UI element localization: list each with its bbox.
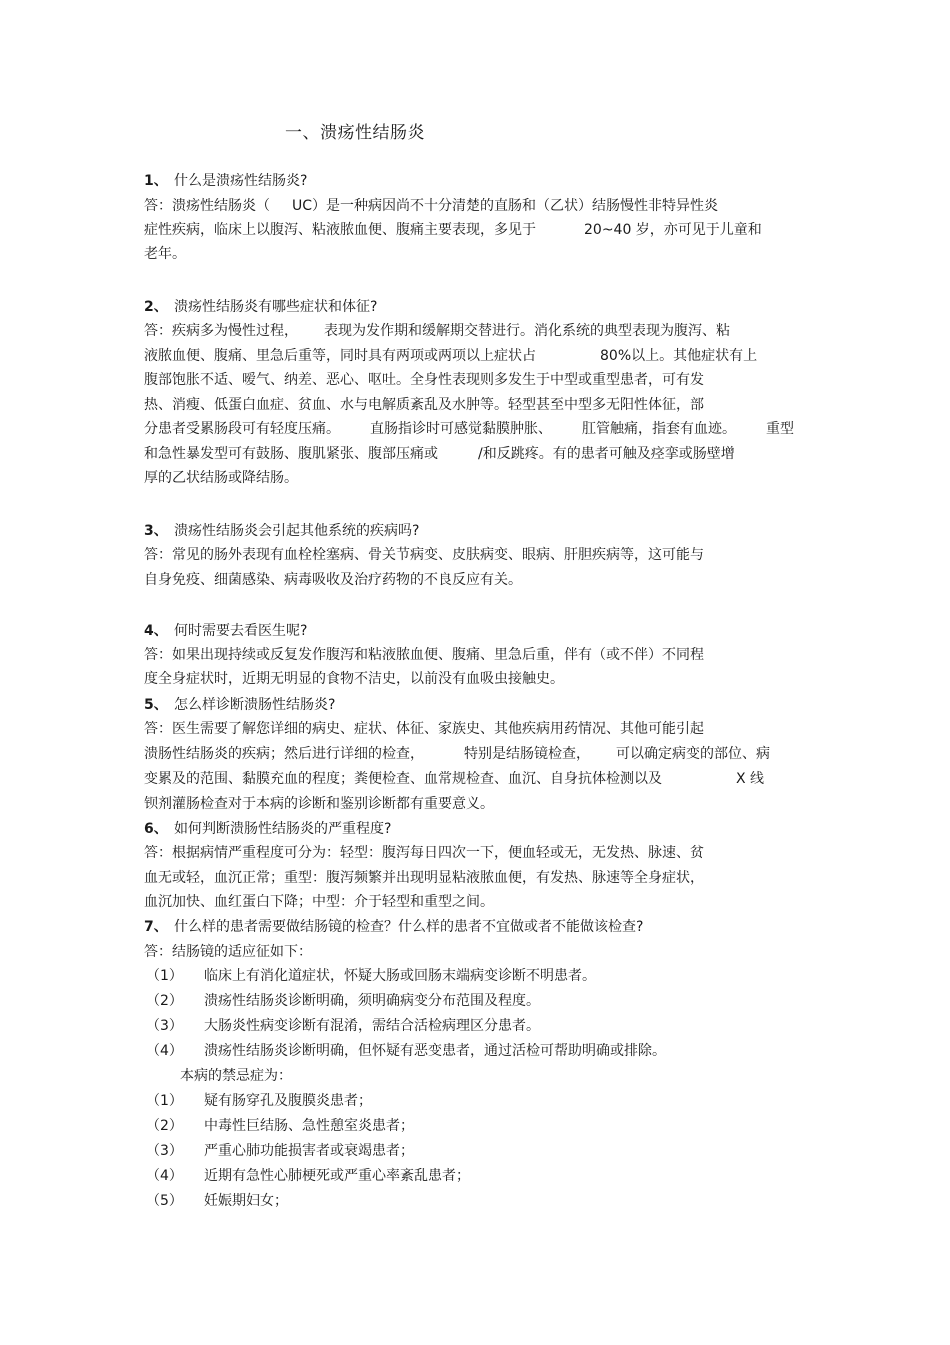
text-run: 严重心肺功能损害者或衰竭患者；	[204, 1143, 414, 1159]
text-run: 液脓血便、腹痛、里急后重等，同时具有两项或两项以上症状占	[144, 348, 536, 364]
text-run: 答：医生需要了解您详细的病史、症状、体征、家族史、其他疾病用药情况、其他可能引起	[144, 721, 704, 737]
text-run: 答：结肠镜的适应征如下：	[144, 944, 312, 960]
list-marker: （3）	[146, 1143, 183, 1159]
list-item	[146, 1115, 414, 1137]
paragraph-line	[144, 369, 704, 391]
text-run: 老年。	[144, 246, 186, 262]
paragraph-line	[144, 842, 704, 864]
question-heading	[144, 170, 307, 192]
list-marker: （2）	[146, 1118, 183, 1134]
text-run: X 线	[736, 771, 765, 787]
text-run: 特别是结肠镜检查，	[464, 746, 590, 762]
text-run: UC）是一种病因尚不十分清楚的直肠和（乙状）结肠慢性非特异性炎	[292, 198, 719, 214]
list-item	[146, 965, 596, 987]
question-text: 什么样的患者需要做结肠镜的检查？什么样的患者不宜做或者不能做该检查?	[174, 919, 644, 935]
question-number: 2、	[144, 299, 168, 315]
list-marker: （5）	[146, 1193, 183, 1209]
paragraph-line	[144, 467, 298, 489]
list-marker: （2）	[146, 993, 183, 1009]
list-item	[146, 1090, 372, 1112]
text-run: 和急性暴发型可有鼓肠、腹肌紧张、腹部压痛或	[144, 446, 438, 462]
paragraph-line	[144, 891, 494, 913]
list-item	[146, 1040, 666, 1062]
question-heading	[144, 916, 643, 938]
question-heading	[144, 296, 377, 318]
paragraph-line	[144, 793, 494, 815]
question-text: 溃疡性结肠炎有哪些症状和体征?	[174, 299, 378, 315]
question-number: 1、	[144, 173, 168, 189]
question-text: 溃疡性结肠炎会引起其他系统的疾病吗?	[174, 523, 420, 539]
text-run: /和反跳疼。有的患者可触及痉挛或肠壁增	[478, 446, 735, 462]
text-run: 答：疾病多为慢性过程，	[144, 323, 298, 339]
question-number: 5、	[144, 697, 168, 713]
paragraph-line	[144, 418, 794, 440]
text-run: 答：根据病情严重程度可分为：轻型：腹泻每日四次一下，便血轻或无，无发热、脉速、贫	[144, 845, 704, 861]
text-run: 大肠炎性病变诊断有混淆，需结合活检病理区分患者。	[204, 1018, 540, 1034]
list-marker: （1）	[146, 968, 183, 984]
paragraph-line	[144, 219, 762, 241]
paragraph-line	[144, 394, 704, 416]
list-item	[146, 1140, 414, 1162]
question-text: 什么是溃疡性结肠炎?	[174, 173, 308, 189]
text-run: 溃疡性结肠炎诊断明确，须明确病变分布范围及程度。	[204, 993, 540, 1009]
text-run: 重型	[766, 421, 794, 437]
list-marker: （4）	[146, 1168, 183, 1184]
text-run: 临床上有消化道症状，怀疑大肠或回肠末端病变诊断不明患者。	[204, 968, 596, 984]
question-heading	[144, 620, 307, 642]
paragraph-line	[144, 243, 186, 265]
question-heading	[144, 520, 419, 542]
text-run: 答：常见的肠外表现有血栓栓塞病、骨关节病变、皮肤病变、眼病、肝胆疾病等，这可能与	[144, 547, 704, 563]
text-run: 变累及的范围、黏膜充血的程度；粪便检查、血常规检查、血沉、自身抗体检测以及	[144, 771, 662, 787]
text-run: 症性疾病，临床上以腹泻、粘液脓血便、腹痛主要表现，多见于	[144, 222, 536, 238]
text-run: 疑有肠穿孔及腹膜炎患者；	[204, 1093, 372, 1109]
text-run: 20~40 岁，亦可见于儿童和	[584, 222, 762, 238]
question-heading	[144, 694, 335, 716]
paragraph-line	[144, 718, 704, 740]
question-number: 3、	[144, 523, 168, 539]
text-run: 度全身症状时，近期无明显的食物不洁史，以前没有血吸虫接触史。	[144, 671, 564, 687]
paragraph-line	[144, 195, 718, 217]
list-marker: （4）	[146, 1043, 183, 1059]
text-run: 血无或轻，血沉正常；重型：腹泻频繁并出现明显粘液脓血便，有发热、脉速等全身症状，	[144, 870, 704, 886]
list-marker: （1）	[146, 1093, 183, 1109]
list-item	[146, 1190, 288, 1212]
text-run: 表现为发作期和缓解期交替进行。消化系统的典型表现为腹泻、粘	[324, 323, 730, 339]
document-title: 一、溃疡性结肠炎	[285, 123, 425, 143]
paragraph-line	[144, 569, 522, 591]
question-number: 7、	[144, 919, 168, 935]
list-item	[146, 1165, 470, 1187]
question-text: 何时需要去看医生呢?	[174, 623, 308, 639]
text-run: 厚的乙状结肠或降结肠。	[144, 470, 298, 486]
question-heading	[144, 818, 391, 840]
paragraph-line	[180, 1065, 292, 1087]
paragraph-line	[144, 345, 757, 367]
text-run: 钡剂灌肠检查对于本病的诊断和鉴别诊断都有重要意义。	[144, 796, 494, 812]
text-run: 答：如果出现持续或反复发作腹泻和粘液脓血便、腹痛、里急后重，伴有（或不伴）不同程	[144, 647, 704, 663]
text-run: 可以确定病变的部位、病	[616, 746, 770, 762]
list-marker: （3）	[146, 1018, 183, 1034]
text-run: 妊娠期妇女；	[204, 1193, 288, 1209]
text-run: 自身免疫、细菌感染、病毒吸收及治疗药物的不良反应有关。	[144, 572, 522, 588]
text-run: 中毒性巨结肠、急性憩室炎患者；	[204, 1118, 414, 1134]
text-run: 腹部饱胀不适、嗳气、纳差、恶心、呕吐。全身性表现则多发生于中型或重型患者，可有发	[144, 372, 704, 388]
paragraph-line	[144, 867, 704, 889]
text-run: 80%以上。其他症状有上	[600, 348, 758, 364]
question-text: 怎么样诊断溃肠性结肠炎?	[174, 697, 336, 713]
text-run: 血沉加快、血红蛋白下降；中型：介于轻型和重型之间。	[144, 894, 494, 910]
text-run: 热、消瘦、低蛋白血症、贫血、水与电解质紊乱及水肿等。轻型甚至中型多无阳性体征，部	[144, 397, 704, 413]
paragraph-line	[144, 544, 704, 566]
list-item	[146, 990, 540, 1012]
paragraph-line	[144, 320, 730, 342]
text-run: 溃疡性结肠炎诊断明确，但怀疑有恶变患者，通过活检可帮助明确或排除。	[204, 1043, 666, 1059]
paragraph-line	[144, 443, 735, 465]
paragraph-line	[144, 644, 704, 666]
text-run: 分患者受累肠段可有轻度压痛。	[144, 421, 340, 437]
paragraph-line	[144, 768, 764, 790]
list-item	[146, 1015, 540, 1037]
text-run: 近期有急性心肺梗死或严重心率紊乱患者；	[204, 1168, 470, 1184]
text-run: 本病的禁忌症为：	[180, 1068, 292, 1084]
text-run: 溃肠性结肠炎的疾病；然后进行详细的检查，	[144, 746, 424, 762]
question-text: 如何判断溃肠性结肠炎的严重程度?	[174, 821, 392, 837]
text-run: 答：溃疡性结肠炎（	[144, 198, 270, 214]
text-run: 肛管触痛，指套有血迹。	[582, 421, 736, 437]
paragraph-line	[144, 941, 312, 963]
paragraph-line	[144, 743, 770, 765]
paragraph-line	[144, 668, 564, 690]
question-number: 6、	[144, 821, 168, 837]
question-number: 4、	[144, 623, 168, 639]
text-run: 直肠指诊时可感觉黏膜肿胀、	[370, 421, 552, 437]
